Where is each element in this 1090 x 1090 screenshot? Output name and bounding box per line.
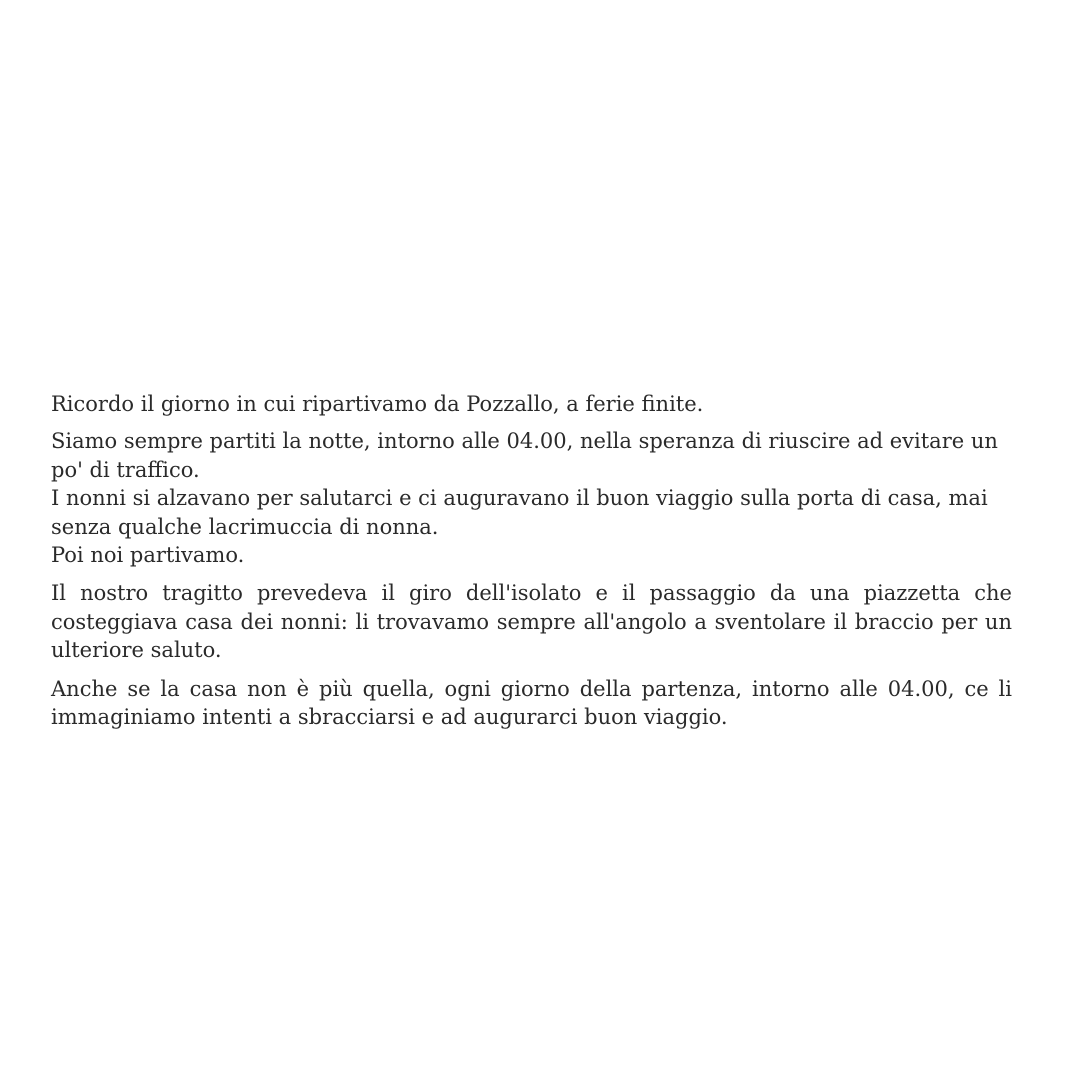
paragraph-5: Il nostro tragitto prevedeva il giro dell'isolato e il passaggio da una piazzetta che costeggiava casa dei nonni: li trovavamo sempre all'angolo a sventolare il braccio per un ulteriore saluto. <box>51 581 1012 663</box>
paragraph-4: Poi noi partivamo. <box>51 543 245 568</box>
story-text <box>51 390 1012 731</box>
paragraph-3: I nonni si alzavano per salutarci e ci auguravano il buon viaggio sulla porta di casa, mai senza qualche lacrimuccia di nonna. <box>51 486 988 539</box>
paragraph-2: Siamo sempre partiti la notte, intorno alle 04.00, nella speranza di riuscire ad evitare un po' di traffico. <box>51 429 998 482</box>
paragraph-6: Anche se la casa non è più quella, ogni giorno della partenza, intorno alle 04.00, ce li immaginiamo intenti a sbracciarsi e ad augurarci buon viaggio. <box>51 676 1012 730</box>
paragraph-1: Ricordo il giorno in cui ripartivamo da Pozzallo, a ferie finite. <box>51 392 704 416</box>
